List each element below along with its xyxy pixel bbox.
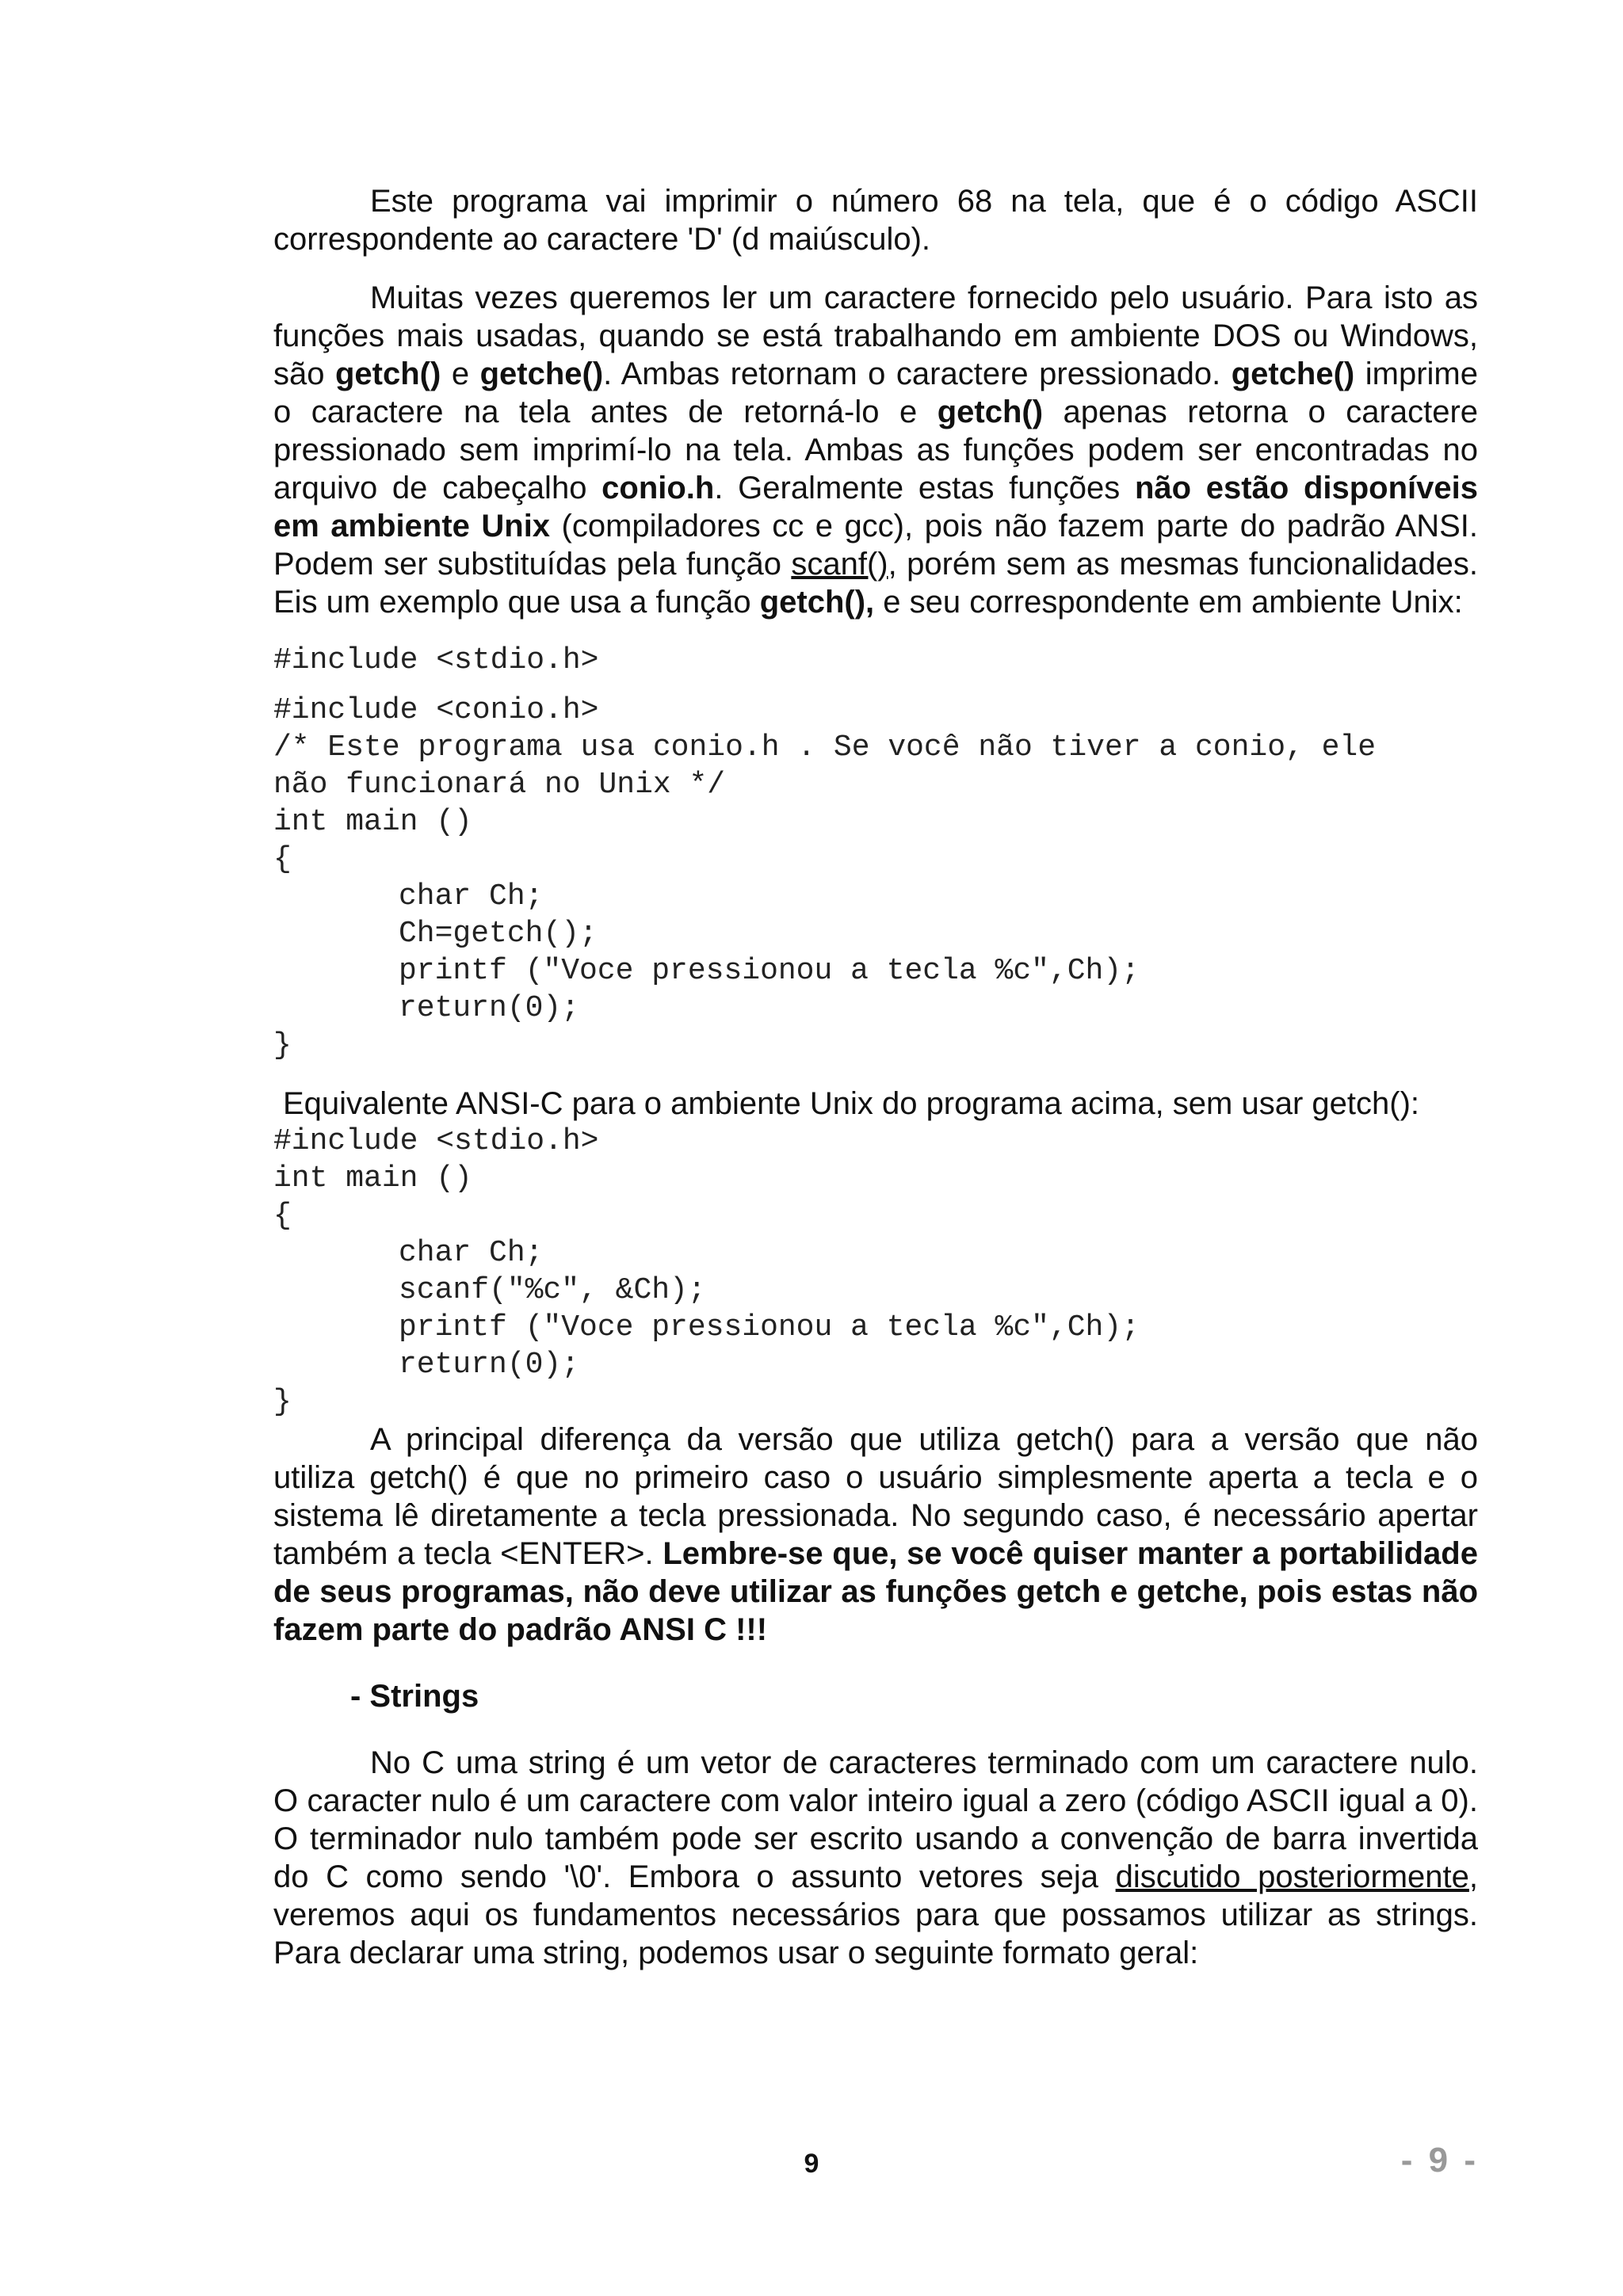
code-line: scanf("%c", &Ch);: [399, 1273, 706, 1307]
bold-text: Lembre-se que, se você quiser manter a portabilidade de seus programas, não deve utilizar as funções getch e getche, pois estas não fazem parte do padrão ANSI C !!!: [273, 1536, 1478, 1647]
page-number-center: 9: [804, 2149, 819, 2179]
text: A principal diferença da versão que utiliza getch() para a versão que não utiliza getch() é que no primeiro caso o usuário simplesmente aperta a tecla e o sistema lê diretamente a tecla pressionada. No segundo caso, é necessário apertar também a tecla <ENTER>.: [273, 1422, 1478, 1571]
text: apenas retorna o caractere pressionado sem imprimí-lo na tela. Ambas as funções podem ser encontradas no arquivo de cabeçalho: [273, 395, 1479, 505]
page-number-right: - 9 -: [1400, 2141, 1479, 2180]
code-line: int main (): [273, 805, 472, 839]
bold-text: getche(): [1231, 357, 1355, 391]
bold-text: getch(): [937, 395, 1044, 429]
paragraph-difference: [273, 1421, 1478, 1649]
text: . Geralmente estas funções: [714, 471, 1135, 505]
code-line: char Ch;: [399, 1236, 544, 1270]
section-heading-strings: - Strings: [350, 1679, 479, 1714]
bold-text: conio.h: [601, 471, 715, 505]
text: No C uma string é um vetor de caracteres terminado com um caractere nulo. O caracter nulo é um caractere com valor inteiro igual a zero (código ASCII igual a 0). O terminador nulo também pode ser escrito usando a convenção de barra invertida do C como sendo '\0'. Embora o assunto vetores seja: [273, 1745, 1478, 1894]
document-body: [273, 182, 1478, 1972]
bold-text: getch(),: [759, 585, 875, 620]
text: imprime o caractere na tela antes de retorná-lo e: [273, 357, 1478, 429]
code-line: char Ch;: [399, 879, 544, 913]
code-line: int main (): [273, 1161, 472, 1196]
bold-text: não estão disponíveis em ambiente Unix: [273, 471, 1479, 543]
text: e seu correspondente em ambiente Unix:: [874, 585, 1463, 620]
code-line: printf ("Voce pressionou a tecla %c",Ch);: [399, 954, 1140, 988]
paragraph-getch: [273, 279, 1478, 621]
code-line: não funcionará no Unix */: [273, 768, 726, 802]
bold-text: getche(): [479, 357, 604, 391]
code-line: {: [273, 1199, 292, 1233]
paragraph-ascii: [273, 182, 1478, 258]
code-line: return(0);: [399, 991, 580, 1025]
equivalent-caption: Equivalente ANSI-C para o ambiente Unix do programa acima, sem usar getch():: [283, 1086, 1420, 1121]
underlined-text: discutido posteriormente: [1115, 1859, 1469, 1894]
underlined-text: scanf(): [791, 547, 888, 582]
text: , veremos aqui os fundamentos necessários para que possamos utilizar as strings. Para declarar uma string, podemos usar o seguinte formato geral:: [273, 1859, 1478, 1970]
code-line: printf ("Voce pressionou a tecla %c",Ch);: [399, 1310, 1140, 1344]
text: , porém sem as mesmas funcionalidades. Eis um exemplo que usa a função: [273, 547, 1478, 620]
code-block-getch: [273, 642, 1478, 1064]
code-block-scanf: [273, 1123, 1478, 1421]
paragraph-strings: [273, 1744, 1478, 1972]
text: (compiladores cc e gcc), pois não fazem parte do padrão ANSI. Podem ser substituídas pela função: [273, 509, 1479, 582]
text: . Ambas retornam o caractere pressionado.: [603, 357, 1232, 391]
code-line: }: [273, 1385, 292, 1419]
code-line: #include <conio.h>: [273, 693, 599, 727]
text: e: [441, 357, 480, 391]
code-line: }: [273, 1028, 292, 1062]
code-line: return(0);: [399, 1348, 580, 1382]
code-line: #include <stdio.h>: [273, 643, 599, 677]
code-line: #include <stdio.h>: [273, 1124, 599, 1158]
code-line: Ch=getch();: [399, 917, 598, 951]
code-line: /* Este programa usa conio.h . Se você não tiver a conio, ele: [273, 730, 1377, 765]
bold-text: getch(): [335, 357, 441, 391]
code-line: {: [273, 842, 292, 876]
text: Este programa vai imprimir o número 68 na tela, que é o código ASCII correspondente ao caractere 'D' (d maiúsculo).: [273, 184, 1478, 257]
text: Muitas vezes queremos ler um caractere fornecido pelo usuário. Para isto as funções mais usadas, quando se está trabalhando em ambiente DOS ou Windows, são: [273, 280, 1478, 391]
